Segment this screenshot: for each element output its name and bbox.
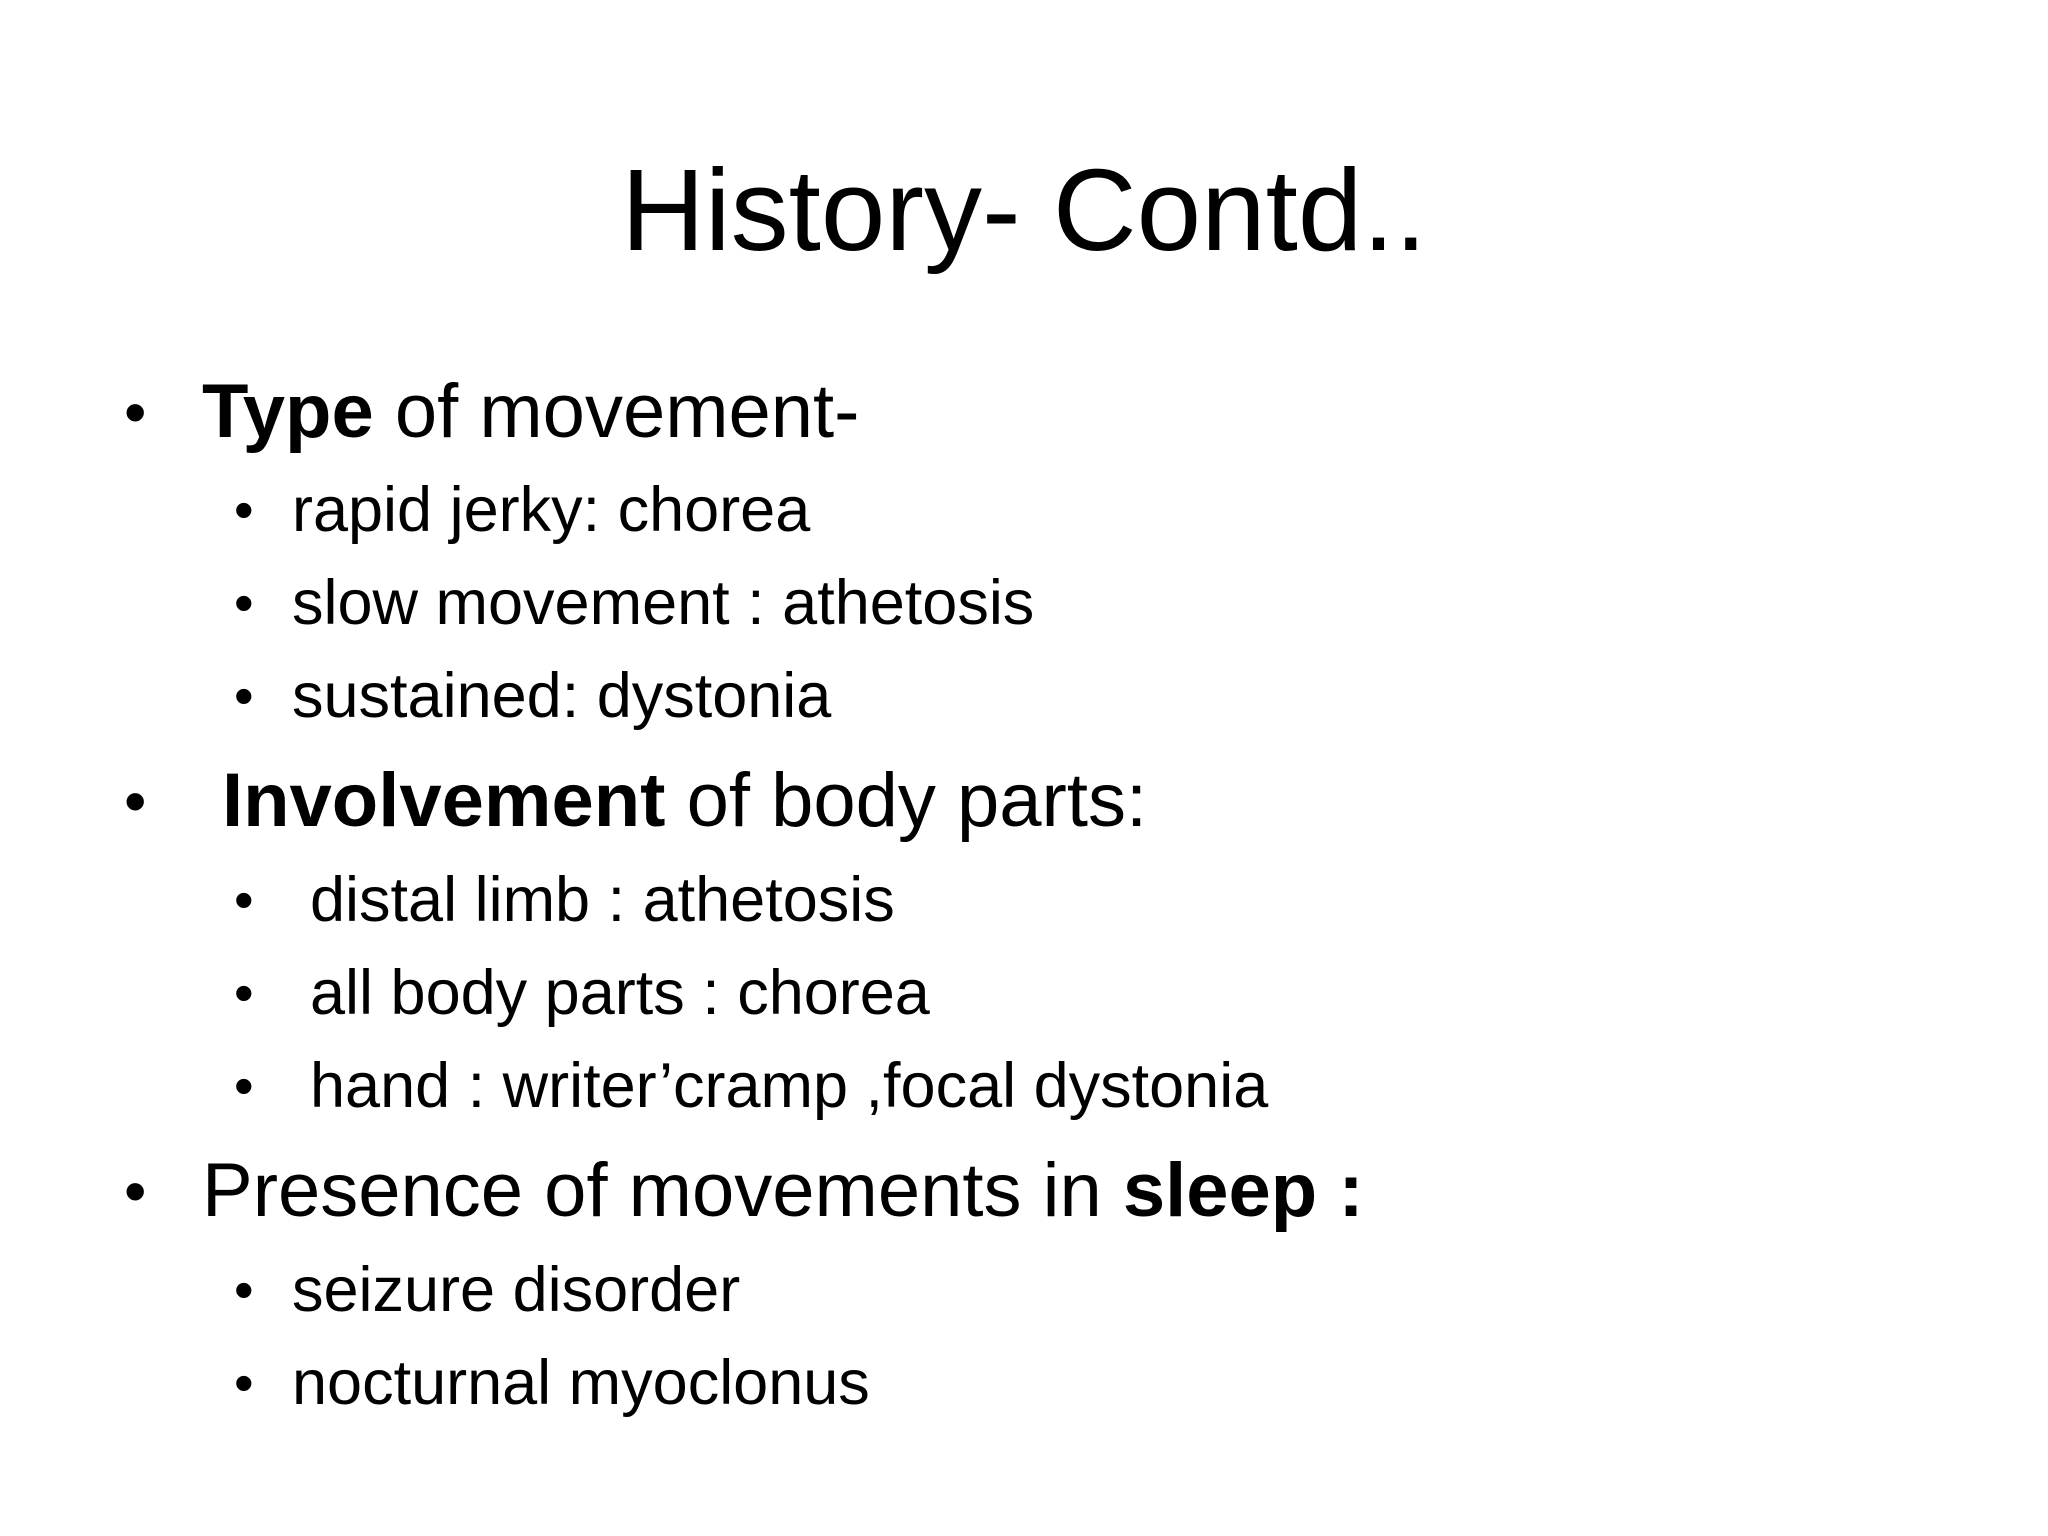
bold-term: Involvement [222, 758, 666, 843]
bullet-icon: • [234, 1054, 254, 1117]
bullet-rest: of movement- [373, 369, 860, 454]
sub-bullet-text: slow movement : athetosis [292, 568, 1035, 638]
bullet-icon: • [234, 571, 254, 634]
slide-title: History- Contd.. [621, 145, 1427, 275]
bullet-rest: Presence of movements in [202, 1148, 1123, 1233]
bold-term: sleep : [1122, 1148, 1364, 1233]
sub-bullet-text: nocturnal myoclonus [292, 1348, 870, 1418]
bullet-text [202, 367, 859, 457]
bullet-icon: • [234, 1258, 254, 1321]
bullet-icon: • [234, 961, 254, 1024]
sub-bullet-text: hand : writer’cramp ,focal dystonia [310, 1051, 1269, 1121]
bullet-rest: of body parts: [665, 758, 1148, 843]
sub-bullet-text: distal limb : athetosis [310, 865, 895, 935]
sub-bullet-text: rapid jerky: chorea [292, 475, 811, 545]
bullet-icon: • [124, 376, 147, 448]
bullet-icon: • [234, 478, 254, 541]
bold-term: Type [202, 369, 374, 454]
sub-bullet-text: seizure disorder [292, 1255, 741, 1325]
sub-bullet-text: all body parts : chorea [310, 958, 930, 1028]
bullet-icon: • [234, 1351, 254, 1414]
bullet-icon: • [234, 868, 254, 931]
bullet-text [202, 1146, 1364, 1236]
bullet-icon: • [234, 664, 254, 727]
sub-bullet-text: sustained: dystonia [292, 661, 832, 731]
bullet-text [222, 756, 1147, 846]
bullet-icon: • [124, 1155, 147, 1227]
bullet-icon: • [124, 765, 147, 837]
